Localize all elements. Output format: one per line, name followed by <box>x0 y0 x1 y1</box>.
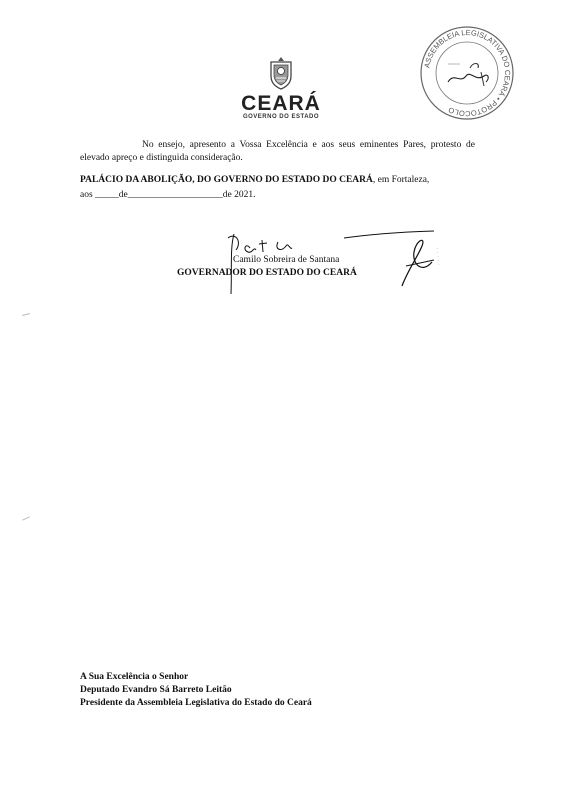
addressee-line-1: A Sua Excelência o Senhor <box>80 672 189 682</box>
scan-mark <box>22 313 30 316</box>
signer-name: Camilo Sobreira de Santana <box>233 255 340 265</box>
brand-subtitle: GOVERNO DO ESTADO <box>242 114 320 120</box>
addressee-line-2: Deputado Evandro Sá Barreto Leitão <box>80 685 232 695</box>
place-bold: PALÁCIO DA ABOLIÇÃO, DO GOVERNO DO ESTADO DO CEARÁ <box>80 175 373 185</box>
secondary-signature <box>342 226 452 296</box>
place-line <box>80 175 475 185</box>
place-rest: , em Fortaleza, <box>372 175 430 185</box>
scan-mark <box>22 516 30 520</box>
state-logo <box>236 56 326 120</box>
stamp-ring-text: ASSEMBLEIA LEGISLATIVA DO CEARÁ • PROTOCOLO <box>422 27 513 119</box>
addressee-line-3: Presidente da Assembleia Legislativa do Estado do Ceará <box>80 698 312 708</box>
protocol-stamp <box>418 24 516 122</box>
date-line: aos _____de____________________de 2021. <box>80 190 256 200</box>
brand-title: CEARÁ <box>241 92 321 115</box>
closing-paragraph: No ensejo, apresento a Vossa Excelência e aos seus eminentes Pares, protesto de elevado apreço e distinguida consideração. <box>80 140 475 163</box>
coat-of-arms-icon <box>268 56 294 90</box>
signer-title: GOVERNADOR DO ESTADO DO CEARÁ <box>177 268 357 278</box>
